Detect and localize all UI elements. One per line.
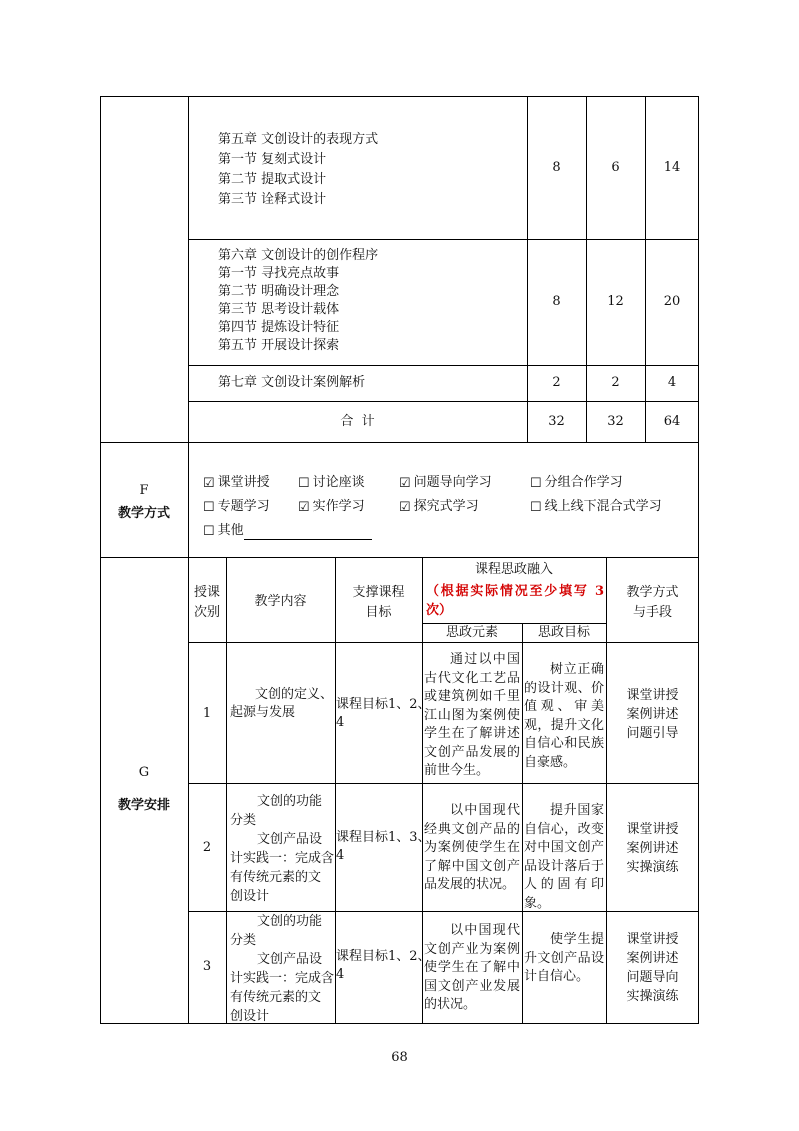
option-group-cooperation[interactable]: ☐ 分组合作学习 [530, 475, 623, 491]
option-topic-study[interactable]: ☐ 专题学习 [203, 499, 270, 515]
checkbox-unchecked-icon[interactable]: ☐ [298, 476, 310, 491]
g-col-divider-1 [226, 557, 227, 1024]
row-2-element: 以中国现代经典文创产品的为案例使学生在了解中国文创产品发展的状况。 [424, 803, 520, 892]
section-g-code: G [138, 765, 150, 780]
row-1-goal: 课程目标1、2、 4 [336, 697, 431, 730]
section-f-code: F [139, 483, 149, 498]
checkbox-unchecked-icon[interactable]: ☐ [530, 500, 542, 515]
chapter-5-hours-3: 14 [663, 160, 681, 175]
row-2-target: 提升国家自信心，改变对中国文创产品设计落后于人的固有印象。 [524, 803, 604, 911]
header-goal: 支撑课程 目标 [352, 585, 405, 620]
option-blended[interactable]: ☐ 线上线下混合式学习 [530, 499, 662, 515]
option-practice[interactable]: ☑ 实作学习 [298, 499, 365, 515]
total-hours-1: 32 [548, 414, 565, 429]
section-column-divider [188, 96, 189, 1024]
page-number: 68 [391, 1050, 408, 1065]
header-ideology-note: （根据实际情况至少填写 3 次） [426, 584, 604, 618]
option-lecture[interactable]: ☑ 课堂讲授 [203, 475, 270, 491]
header-ideology: 课程思政融入 [474, 562, 553, 577]
g-row-divider-1 [188, 783, 699, 784]
option-problem-based[interactable]: ☑ 问题导向学习 [399, 475, 492, 491]
header-method: 教学方式 与手段 [626, 585, 679, 620]
option-other[interactable]: ☐ 其他 [203, 522, 372, 540]
total-label: 合 计 [340, 414, 375, 429]
row-1-num: 1 [202, 706, 212, 721]
row-2-method: 课堂讲授 案例讲述 实操演练 [626, 822, 679, 875]
row-1-method: 课堂讲授 案例讲述 问题引导 [626, 688, 679, 741]
row-3-goal: 课程目标1、2、 4 [336, 949, 431, 982]
row-3-content: 文创的功能 分类 文创产品设 计实践一：完成含 有传统元素的文 创设计 [230, 914, 335, 1024]
chapter-6-lines: 第六章 文创设计的创作程序 第一节 寻找亮点故事 第二节 明确设计理念 第三节 思考设计载体 第四节 提炼设计特征 第五节 开展设计探索 [218, 248, 379, 353]
checkbox-checked-icon[interactable]: ☑ [399, 500, 411, 515]
option-discussion[interactable]: ☐ 讨论座谈 [298, 475, 365, 491]
checkbox-checked-icon[interactable]: ☑ [203, 476, 215, 491]
checkbox-unchecked-icon[interactable]: ☐ [203, 524, 215, 539]
chapter-7-line: 第七章 文创设计案例解析 [218, 375, 366, 390]
header-session: 授课 次别 [193, 585, 220, 620]
checkbox-checked-icon[interactable]: ☑ [399, 476, 411, 491]
header-content: 教学内容 [254, 594, 307, 609]
row-1-element: 通过以中国古代文化工艺品或建筑例如千里江山图为案例使学生在了解讲述文创产品发展的前世今生。 [424, 652, 520, 778]
row-3-method: 课堂讲授 案例讲述 问题导向 实操演练 [626, 932, 679, 1004]
chapter-5-hours-2: 6 [611, 160, 620, 175]
g-header-bottom [188, 642, 699, 643]
hours-row-divider-2 [188, 365, 699, 366]
row-1-content: 文创的定义、 起源与发展 [230, 687, 333, 720]
row-1-target: 树立正确的设计观、价值观、审美观，提升文化自信心和民族自豪感。 [524, 662, 604, 770]
chapter-6-hours-3: 20 [663, 294, 681, 309]
row-2-content: 文创的功能 分类 文创产品设 计实践一：完成含 有传统元素的文 创设计 [230, 794, 335, 904]
header-element: 思政元素 [445, 625, 498, 640]
checkbox-unchecked-icon[interactable]: ☐ [530, 476, 542, 491]
chapter-7-hours-2: 2 [611, 375, 620, 390]
total-hours-2: 32 [607, 414, 624, 429]
chapter-7-hours-1: 2 [552, 375, 561, 390]
row-3-element: 以中国现代文创产业为案例使学生在了解中国文创产业发展的状况。 [424, 923, 520, 1012]
total-hours-3: 64 [663, 414, 681, 429]
section-g-title: 教学安排 [117, 798, 170, 813]
table-frame [100, 96, 699, 1024]
checkbox-unchecked-icon[interactable]: ☐ [203, 500, 215, 515]
chapter-5-hours-1: 8 [552, 160, 561, 175]
hours-table-bottom [100, 442, 699, 443]
hours-row-divider-1 [188, 239, 699, 240]
header-target: 思政目标 [537, 625, 590, 640]
other-fill-line[interactable] [244, 527, 372, 540]
row-3-target: 使学生提升文创产品设计自信心。 [524, 932, 604, 984]
row-3-num: 3 [202, 959, 212, 974]
row-2-goal: 课程目标1、3、 4 [336, 830, 431, 863]
checkbox-checked-icon[interactable]: ☑ [298, 500, 310, 515]
chapter-6-hours-1: 8 [552, 294, 561, 309]
chapter-6-hours-2: 12 [607, 294, 624, 309]
section-f-title: 教学方式 [117, 506, 170, 521]
chapter-5-lines: 第五章 文创设计的表现方式 第一节 复刻式设计 第二节 提取式设计 第三节 诠释式设计 [218, 132, 379, 207]
row-2-num: 2 [202, 840, 212, 855]
section-f-bottom [100, 557, 699, 558]
chapter-7-hours-3: 4 [667, 375, 677, 390]
hours-row-divider-3 [188, 401, 699, 402]
g-col-divider-4 [522, 623, 523, 1024]
option-inquiry[interactable]: ☑ 探究式学习 [399, 499, 479, 515]
